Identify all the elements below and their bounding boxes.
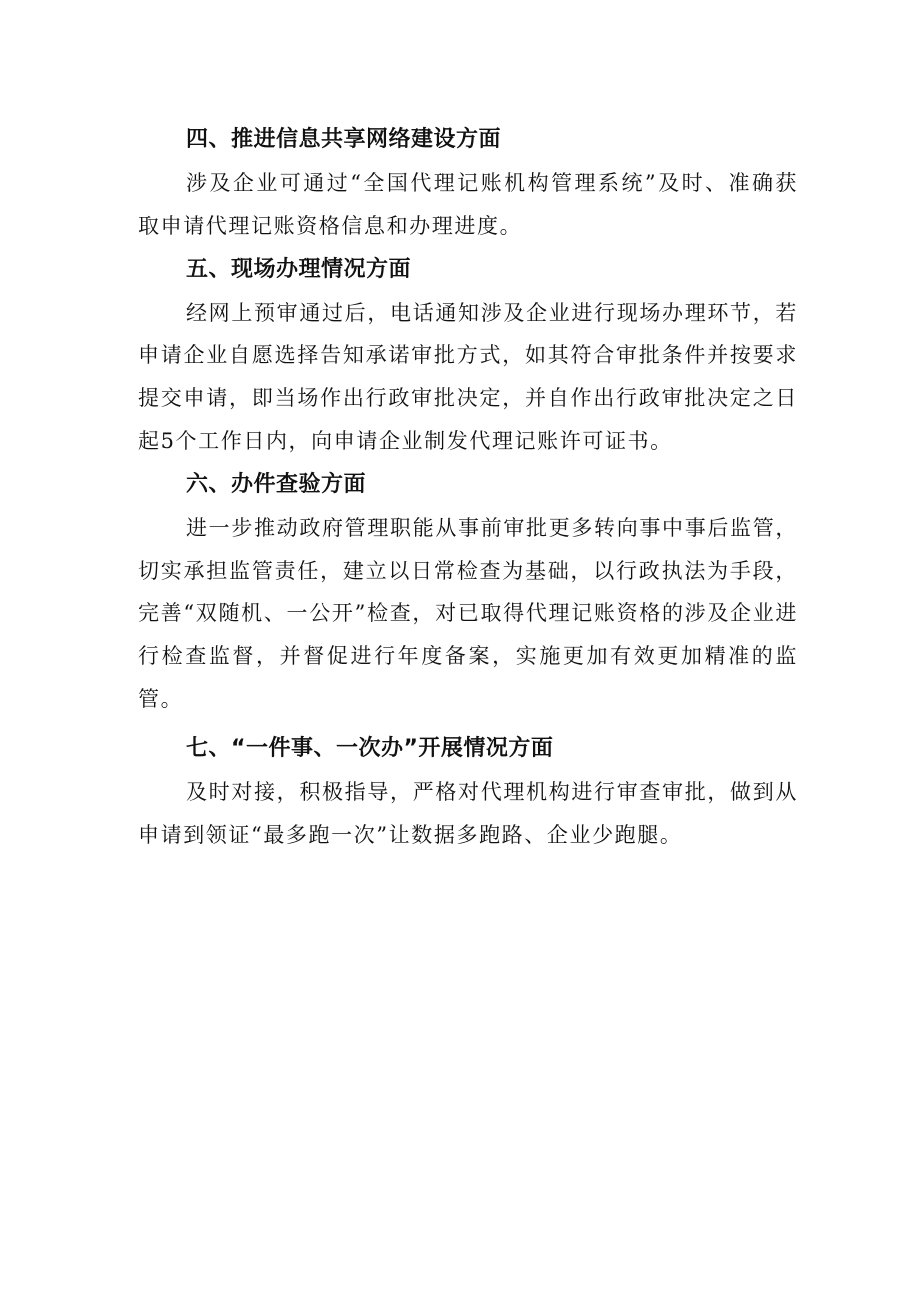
section-heading: 四、推进信息共享网络建设方面 (186, 127, 502, 152)
section-4 (138, 118, 798, 248)
document-body (138, 118, 798, 856)
section-5 (138, 248, 798, 463)
section-paragraph: 经网上预审通过后，电话通知涉及企业进行现场办理环节，若申请企业自愿选择告知承诺审批方式，如其符合审批条件并按要求提交申请，即当场作出行政审批决定，并自作出行政审批决定之日起5个工作日内，向申请企业制发代理记账许可证书。 (138, 300, 798, 453)
section-heading: 六、办件查验方面 (186, 471, 367, 497)
section-heading: 五、现场办理情况方面 (186, 256, 412, 282)
section-heading: 七、“一件事、一次办”开展情况方面 (186, 735, 554, 761)
section-paragraph: 涉及企业可通过“全国代理记账机构管理系统”及时、准确获取申请代理记账资格信息和办理进度。 (138, 171, 798, 238)
section-paragraph: 进一步推动政府管理职能从事前审批更多转向事中事后监管，切实承担监管责任，建立以日常检查为基础，以行政执法为手段，完善“双随机、一公开”检查，对已取得代理记账资格的涉及企业进行检查监督，并督促进行年度备案，实施更加有效更加精准的监管。 (138, 515, 798, 711)
section-paragraph: 及时对接，积极指导，严格对代理机构进行审查审批，做到从申请到领证“最多跑一次”让数据多跑路、企业少跑腿。 (138, 779, 798, 847)
section-7 (138, 727, 798, 857)
section-6 (138, 463, 798, 721)
